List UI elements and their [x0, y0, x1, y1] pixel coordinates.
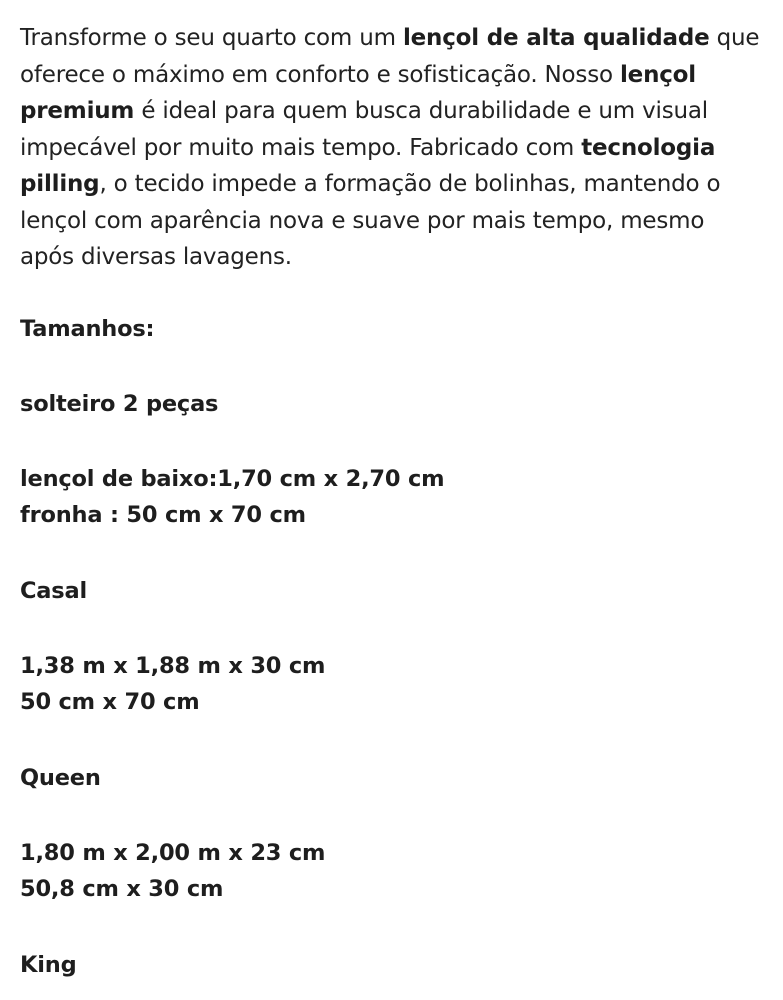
description-paragraph	[20, 20, 765, 276]
size-name-casal: Casal	[20, 578, 87, 604]
size-dimension-solteiro-sheet: lençol de baixo:1,70 cm x 2,70 cm	[20, 466, 445, 492]
sizes-heading: Tamanhos:	[20, 316, 155, 342]
size-name-solteiro: solteiro 2 peças	[20, 391, 219, 417]
description-text: Transforme o seu quarto com um	[20, 25, 403, 51]
description-text: , o tecido impede a formação de bolinhas, mantendo o lençol com aparência nova e suave por mais tempo, mesmo após diversas lavagens.	[20, 171, 721, 270]
description-text: que oferece o máximo em conforto e sofisticação. Nosso	[20, 25, 760, 88]
size-dimension-casal-sheet: 1,38 m x 1,88 m x 30 cm	[20, 653, 326, 679]
size-dimension-casal-pillowcase: 50 cm x 70 cm	[20, 689, 200, 715]
size-dimension-solteiro-pillowcase: fronha : 50 cm x 70 cm	[20, 502, 306, 528]
description-text: é ideal para quem busca durabilidade e um visual impecável por muito mais tempo. Fabricado com	[20, 98, 708, 161]
size-dimension-queen-sheet: 1,80 m x 2,00 m x 23 cm	[20, 840, 326, 866]
size-name-king: King	[20, 952, 77, 978]
size-name-queen: Queen	[20, 765, 101, 791]
description-highlight: lençol premium	[20, 61, 696, 124]
description-highlight: lençol de alta qualidade	[402, 25, 710, 51]
size-dimension-queen-pillowcase: 50,8 cm x 30 cm	[20, 876, 224, 902]
description-highlight: tecnologia pilling	[20, 134, 716, 197]
